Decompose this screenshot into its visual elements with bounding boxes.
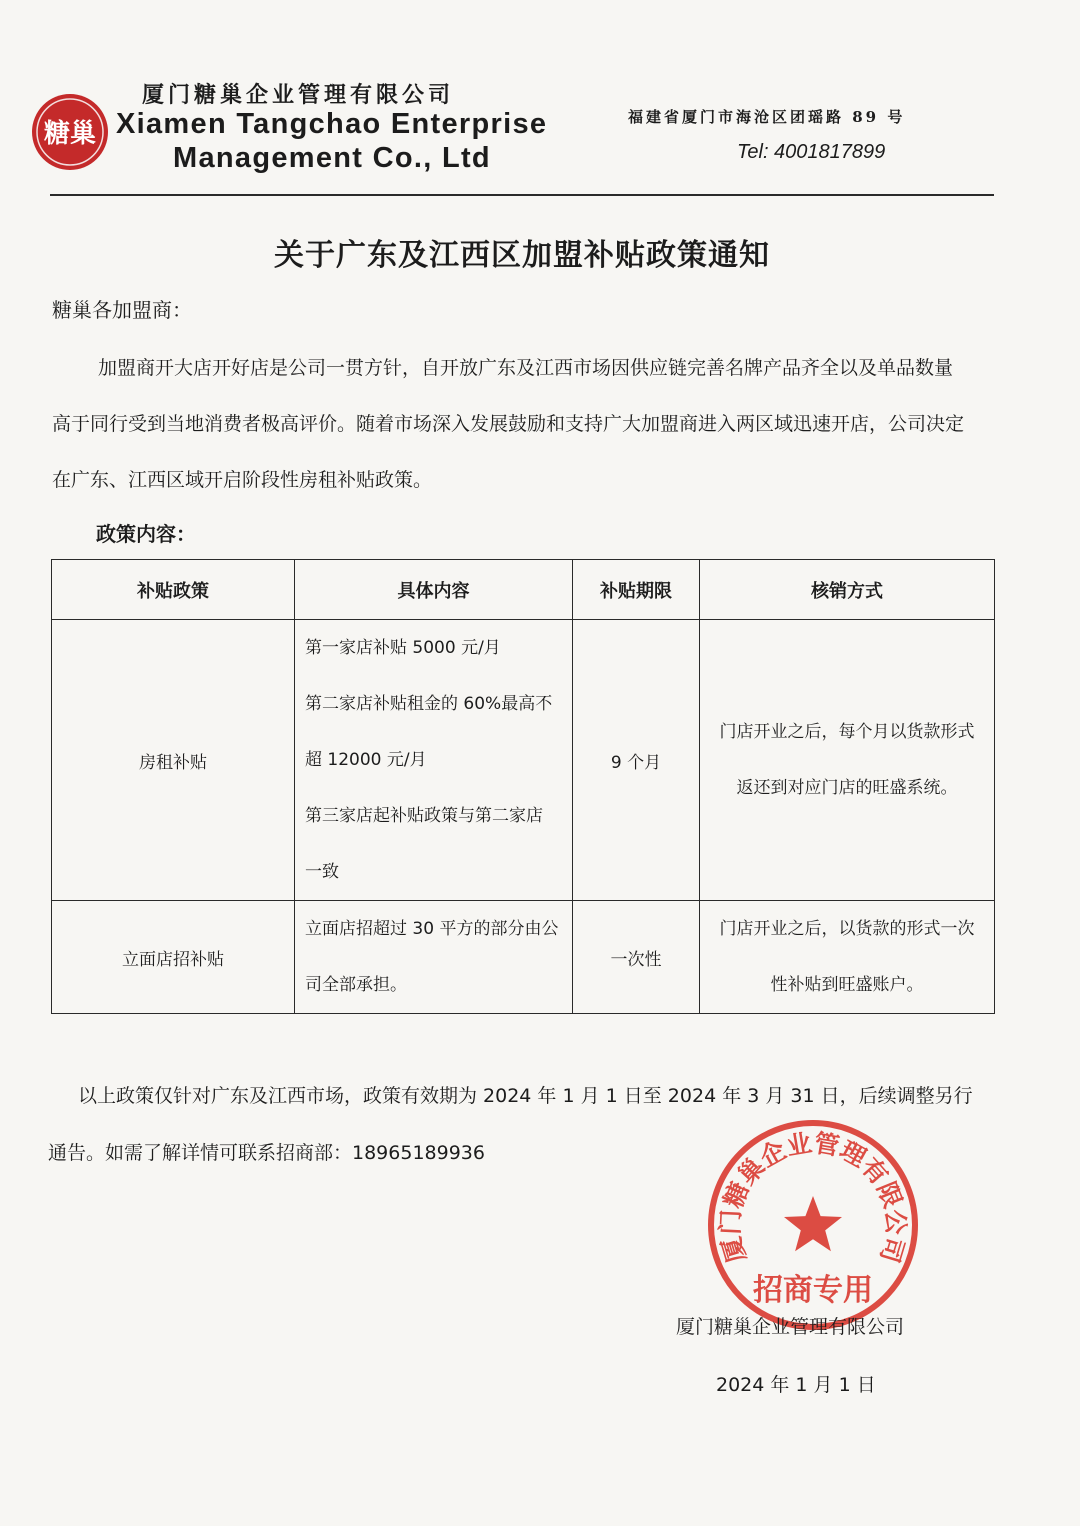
policy-cell: 立面店招补贴 bbox=[52, 901, 295, 1014]
company-logo bbox=[30, 92, 110, 172]
salutation: 糖巢各加盟商： bbox=[52, 298, 192, 322]
period-cell: 一次性 bbox=[573, 901, 700, 1014]
period-cell: 9 个月 bbox=[573, 620, 700, 901]
company-name-cn: 厦门糖巢企业管理有限公司 bbox=[142, 82, 455, 108]
table-header-cell: 补贴政策 bbox=[52, 560, 295, 620]
content-line: 第一家店补贴 5000 元/月 bbox=[305, 638, 501, 658]
policy-table bbox=[51, 559, 995, 1014]
method-line: 门店开业之后，以货款的形式一次 bbox=[719, 919, 975, 939]
company-name-en-line1: Xiamen Tangchao Enterprise bbox=[116, 108, 548, 140]
seal-bottom-text: 招商专用 bbox=[753, 1273, 873, 1308]
method-line: 返还到对应门店的旺盛系统。 bbox=[736, 778, 958, 798]
company-address: 福建省厦门市海沧区团瑶路 89 号 bbox=[628, 108, 906, 126]
table-header-cell: 核销方式 bbox=[700, 560, 995, 620]
method-cell bbox=[700, 901, 995, 1014]
table-row bbox=[52, 620, 995, 901]
seal-ring-text: 厦门糖巢企业管理有限公司 bbox=[715, 1128, 911, 1266]
official-seal bbox=[706, 1118, 920, 1332]
content-line: 立面店招超过 30 平方的部分由公 bbox=[305, 919, 559, 939]
signature-company: 厦门糖巢企业管理有限公司 bbox=[676, 1316, 905, 1338]
method-line: 门店开业之后，每个月以货款形式 bbox=[719, 722, 975, 742]
section-label: 政策内容： bbox=[96, 522, 196, 546]
company-name-en-line2: Management Co., Ltd bbox=[173, 142, 491, 174]
content-cell bbox=[295, 901, 573, 1014]
content-cell bbox=[295, 620, 573, 901]
table-header-cell: 具体内容 bbox=[295, 560, 573, 620]
closing-line: 以上政策仅针对广东及江西市场，政策有效期为 2024 年 1 月 1 日至 2024 年 3 月 31 日，后续调整另行 bbox=[78, 1085, 973, 1107]
intro-paragraph bbox=[52, 340, 997, 508]
notice-title: 关于广东及江西区加盟补贴政策通知 bbox=[274, 238, 770, 273]
table-header-cell: 补贴期限 bbox=[573, 560, 700, 620]
method-line: 性补贴到旺盛账户。 bbox=[770, 975, 924, 995]
company-tel: Tel: 4001817899 bbox=[737, 141, 886, 163]
policy-cell: 房租补贴 bbox=[52, 620, 295, 901]
star-icon bbox=[784, 1196, 842, 1251]
paragraph-line: 加盟商开大店开好店是公司一贯方针，自开放广东及江西市场因供应链完善名牌产品齐全以及单品数量 bbox=[98, 357, 954, 379]
signature-date: 2024 年 1 月 1 日 bbox=[716, 1374, 876, 1396]
content-line: 第二家店补贴租金的 60%最高不 bbox=[305, 694, 553, 714]
content-line: 司全部承担。 bbox=[305, 975, 407, 995]
paragraph-line: 高于同行受到当地消费者极高评价。随着市场深入发展鼓励和支持广大加盟商进入两区域迅速开店，公司决定 bbox=[52, 413, 965, 435]
closing-line: 通告。如需了解详情可联系招商部：18965189936 bbox=[48, 1142, 485, 1164]
content-line: 一致 bbox=[305, 862, 339, 882]
content-line: 超 12000 元/月 bbox=[305, 750, 427, 770]
paragraph-line: 在广东、江西区域开启阶段性房租补贴政策。 bbox=[52, 469, 433, 491]
logo-text: 糖巢 bbox=[43, 119, 97, 149]
table-header-row bbox=[52, 560, 995, 620]
table-row bbox=[52, 901, 995, 1014]
method-cell bbox=[700, 620, 995, 901]
header-divider bbox=[50, 194, 994, 196]
content-line: 第三家店起补贴政策与第二家店 bbox=[305, 806, 543, 826]
